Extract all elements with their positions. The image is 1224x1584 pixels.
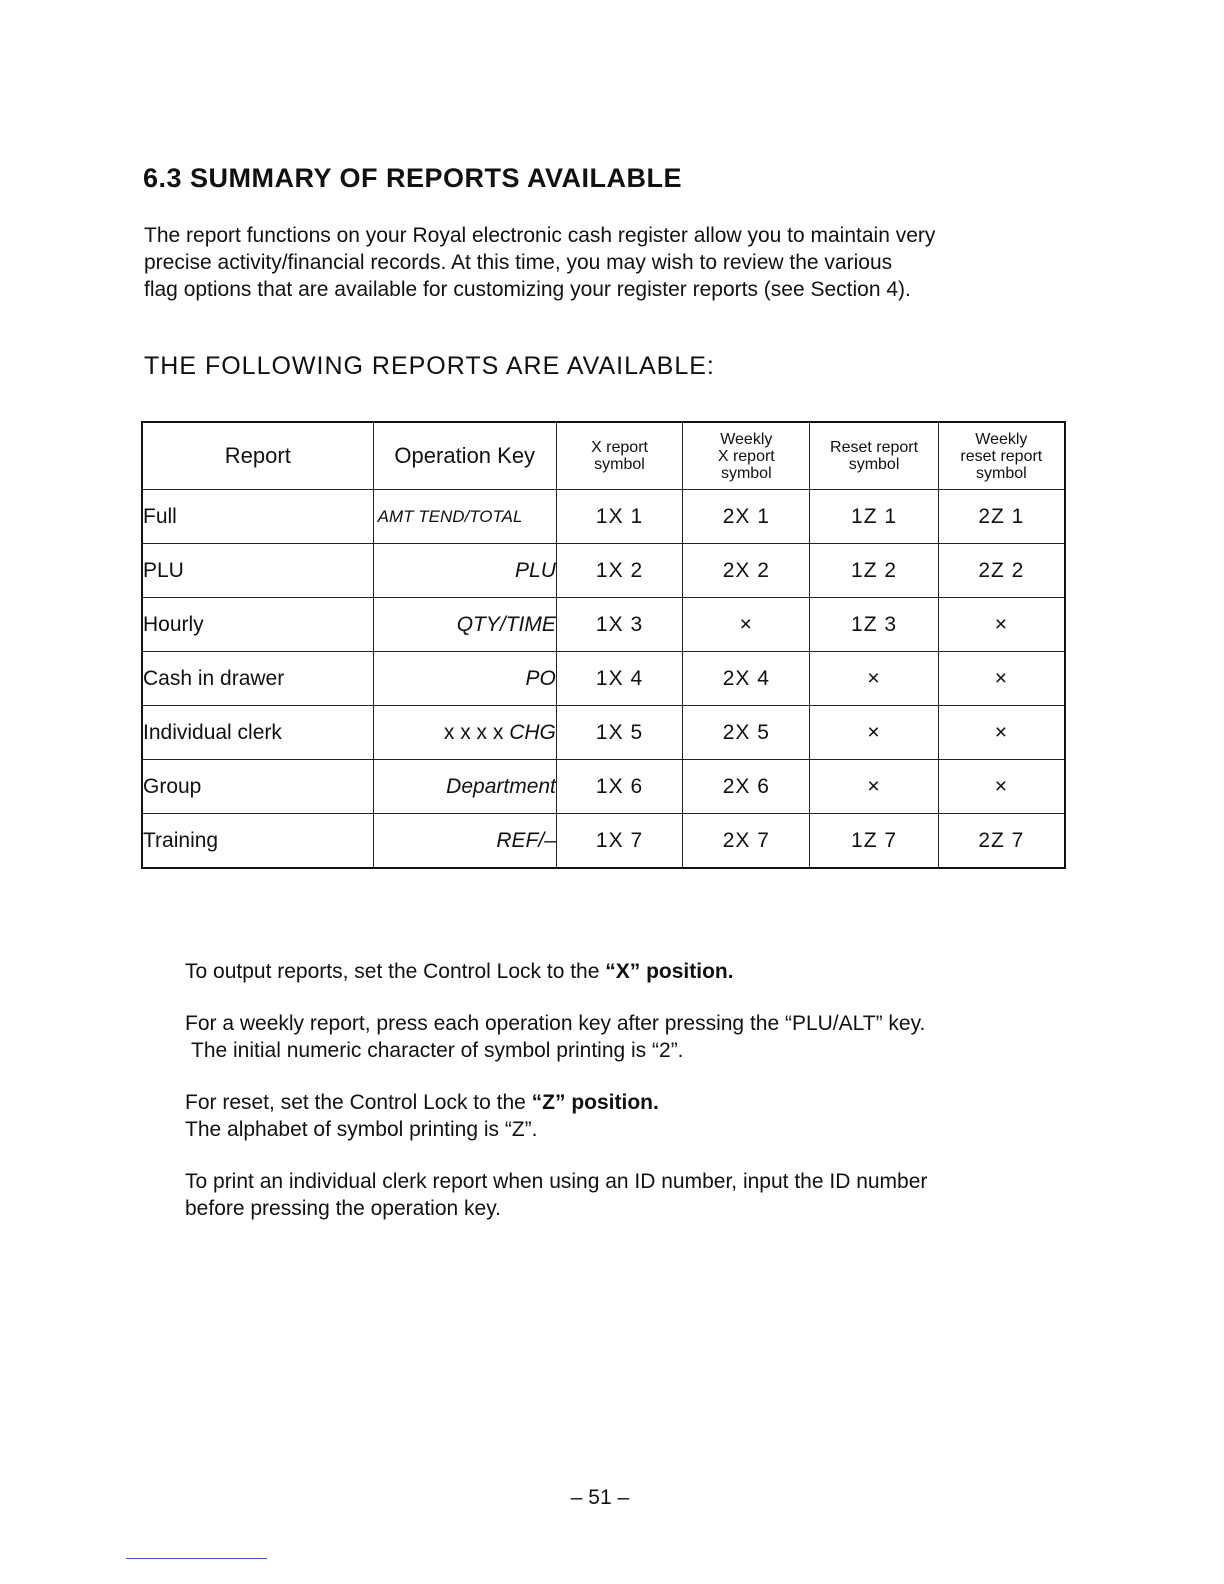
header-x-report-line: symbol <box>594 456 645 473</box>
x-symbol: 1X 2 <box>556 544 682 598</box>
table-row <box>142 706 1065 760</box>
report-name: Full <box>142 490 373 544</box>
header-weekly-x-report <box>683 422 810 490</box>
report-name: Cash in drawer <box>142 652 373 706</box>
table-row <box>142 814 1065 869</box>
operation-key: Department <box>373 760 556 814</box>
weekly-x-symbol: × <box>683 598 810 652</box>
x-symbol: 1X 3 <box>556 598 682 652</box>
header-weekly-x-line: Weekly <box>720 430 773 448</box>
operation-key: PLU <box>373 544 556 598</box>
weekly-reset-symbol: × <box>938 652 1065 706</box>
header-x-report-line: X report <box>591 439 648 456</box>
report-name: Individual clerk <box>142 706 373 760</box>
header-weekly-reset-line: reset report <box>960 447 1043 465</box>
report-name: Training <box>142 814 373 869</box>
section-title: 6.3 SUMMARY OF REPORTS AVAILABLE <box>143 163 683 193</box>
x-symbol: 1X 4 <box>556 652 682 706</box>
weekly-x-symbol: 2X 1 <box>683 490 810 544</box>
reports-table <box>141 421 1066 869</box>
weekly-x-symbol: 2X 4 <box>683 652 810 706</box>
reports-subheading: THE FOLLOWING REPORTS ARE AVAILABLE: <box>144 352 715 380</box>
note-text: The alphabet of symbol printing is “Z”. <box>185 1118 538 1141</box>
weekly-x-symbol: 2X 5 <box>683 706 810 760</box>
x-symbol: 1X 7 <box>556 814 682 869</box>
reset-symbol: × <box>810 652 938 706</box>
table-row <box>142 544 1065 598</box>
note-x-position <box>185 958 1065 985</box>
note-text: before pressing the operation key. <box>185 1197 501 1220</box>
header-weekly-x-line: X report <box>717 447 775 465</box>
reset-symbol: 1Z 1 <box>810 490 938 544</box>
table-row <box>142 490 1065 544</box>
footnotes <box>185 958 1065 1247</box>
footer-rule <box>126 1558 267 1559</box>
weekly-reset-symbol: 2Z 7 <box>938 814 1065 869</box>
table-row <box>142 652 1065 706</box>
x-symbol: 1X 5 <box>556 706 682 760</box>
header-x-report <box>556 422 682 490</box>
reset-symbol: 1Z 7 <box>810 814 938 869</box>
header-weekly-reset-line: symbol <box>975 464 1027 482</box>
reset-symbol: 1Z 2 <box>810 544 938 598</box>
reset-symbol: 1Z 3 <box>810 598 938 652</box>
weekly-x-symbol: 2X 7 <box>683 814 810 869</box>
operation-key: AMT TEND/TOTAL <box>373 490 556 544</box>
weekly-x-symbol: 2X 2 <box>683 544 810 598</box>
weekly-reset-symbol: 2Z 2 <box>938 544 1065 598</box>
note-reset <box>185 1089 1065 1143</box>
header-reset-line: Reset report <box>830 439 919 456</box>
report-name: Hourly <box>142 598 373 652</box>
table-row <box>142 760 1065 814</box>
note-emphasis: “Z” position. <box>531 1091 659 1114</box>
note-emphasis: “X” position. <box>605 960 734 983</box>
operation-key: QTY/TIME <box>373 598 556 652</box>
table-header-row <box>142 422 1065 490</box>
note-clerk-id <box>185 1168 1065 1222</box>
note-text: The initial numeric character of symbol printing is “2”. <box>191 1039 684 1062</box>
x-symbol: 1X 1 <box>556 490 682 544</box>
header-report: Report <box>142 422 373 490</box>
weekly-x-symbol: 2X 6 <box>683 760 810 814</box>
intro-line: The report functions on your Royal electronic cash register allow you to maintain very <box>144 224 936 247</box>
header-weekly-reset-report <box>938 422 1065 490</box>
operation-key: REF/– <box>373 814 556 869</box>
weekly-reset-symbol: × <box>938 598 1065 652</box>
report-name: PLU <box>142 544 373 598</box>
note-weekly <box>185 1010 1065 1064</box>
note-text: To output reports, set the Control Lock to the <box>185 960 606 983</box>
header-reset-line: symbol <box>848 456 900 473</box>
intro-line: precise activity/financial records. At this time, you may wish to review the various <box>144 251 893 274</box>
intro-paragraph <box>144 222 1044 303</box>
x-symbol: 1X 6 <box>556 760 682 814</box>
weekly-reset-symbol: × <box>938 760 1065 814</box>
operation-key: PO <box>373 652 556 706</box>
intro-line: flag options that are available for customizing your register reports (see Section 4). <box>144 278 911 301</box>
note-text: To print an individual clerk report when using an ID number, input the ID number <box>185 1170 928 1193</box>
reset-symbol: × <box>810 706 938 760</box>
header-weekly-x-line: symbol <box>720 464 772 482</box>
weekly-reset-symbol: 2Z 1 <box>938 490 1065 544</box>
header-operation-key: Operation Key <box>373 422 556 490</box>
page-number: – 51 – <box>570 1486 630 1509</box>
operation-key <box>373 706 556 760</box>
reset-symbol: × <box>810 760 938 814</box>
report-name: Group <box>142 760 373 814</box>
weekly-reset-symbol: × <box>938 706 1065 760</box>
header-weekly-reset-line: Weekly <box>975 430 1028 448</box>
table-row <box>142 598 1065 652</box>
header-reset-report <box>810 422 938 490</box>
operation-key-text: CHG <box>509 720 556 744</box>
note-text: For a weekly report, press each operation key after pressing the “PLU/ALT” key. <box>185 1012 926 1035</box>
note-text: For reset, set the Control Lock to the <box>185 1091 532 1114</box>
operation-key-prefix: x x x x <box>443 720 504 744</box>
